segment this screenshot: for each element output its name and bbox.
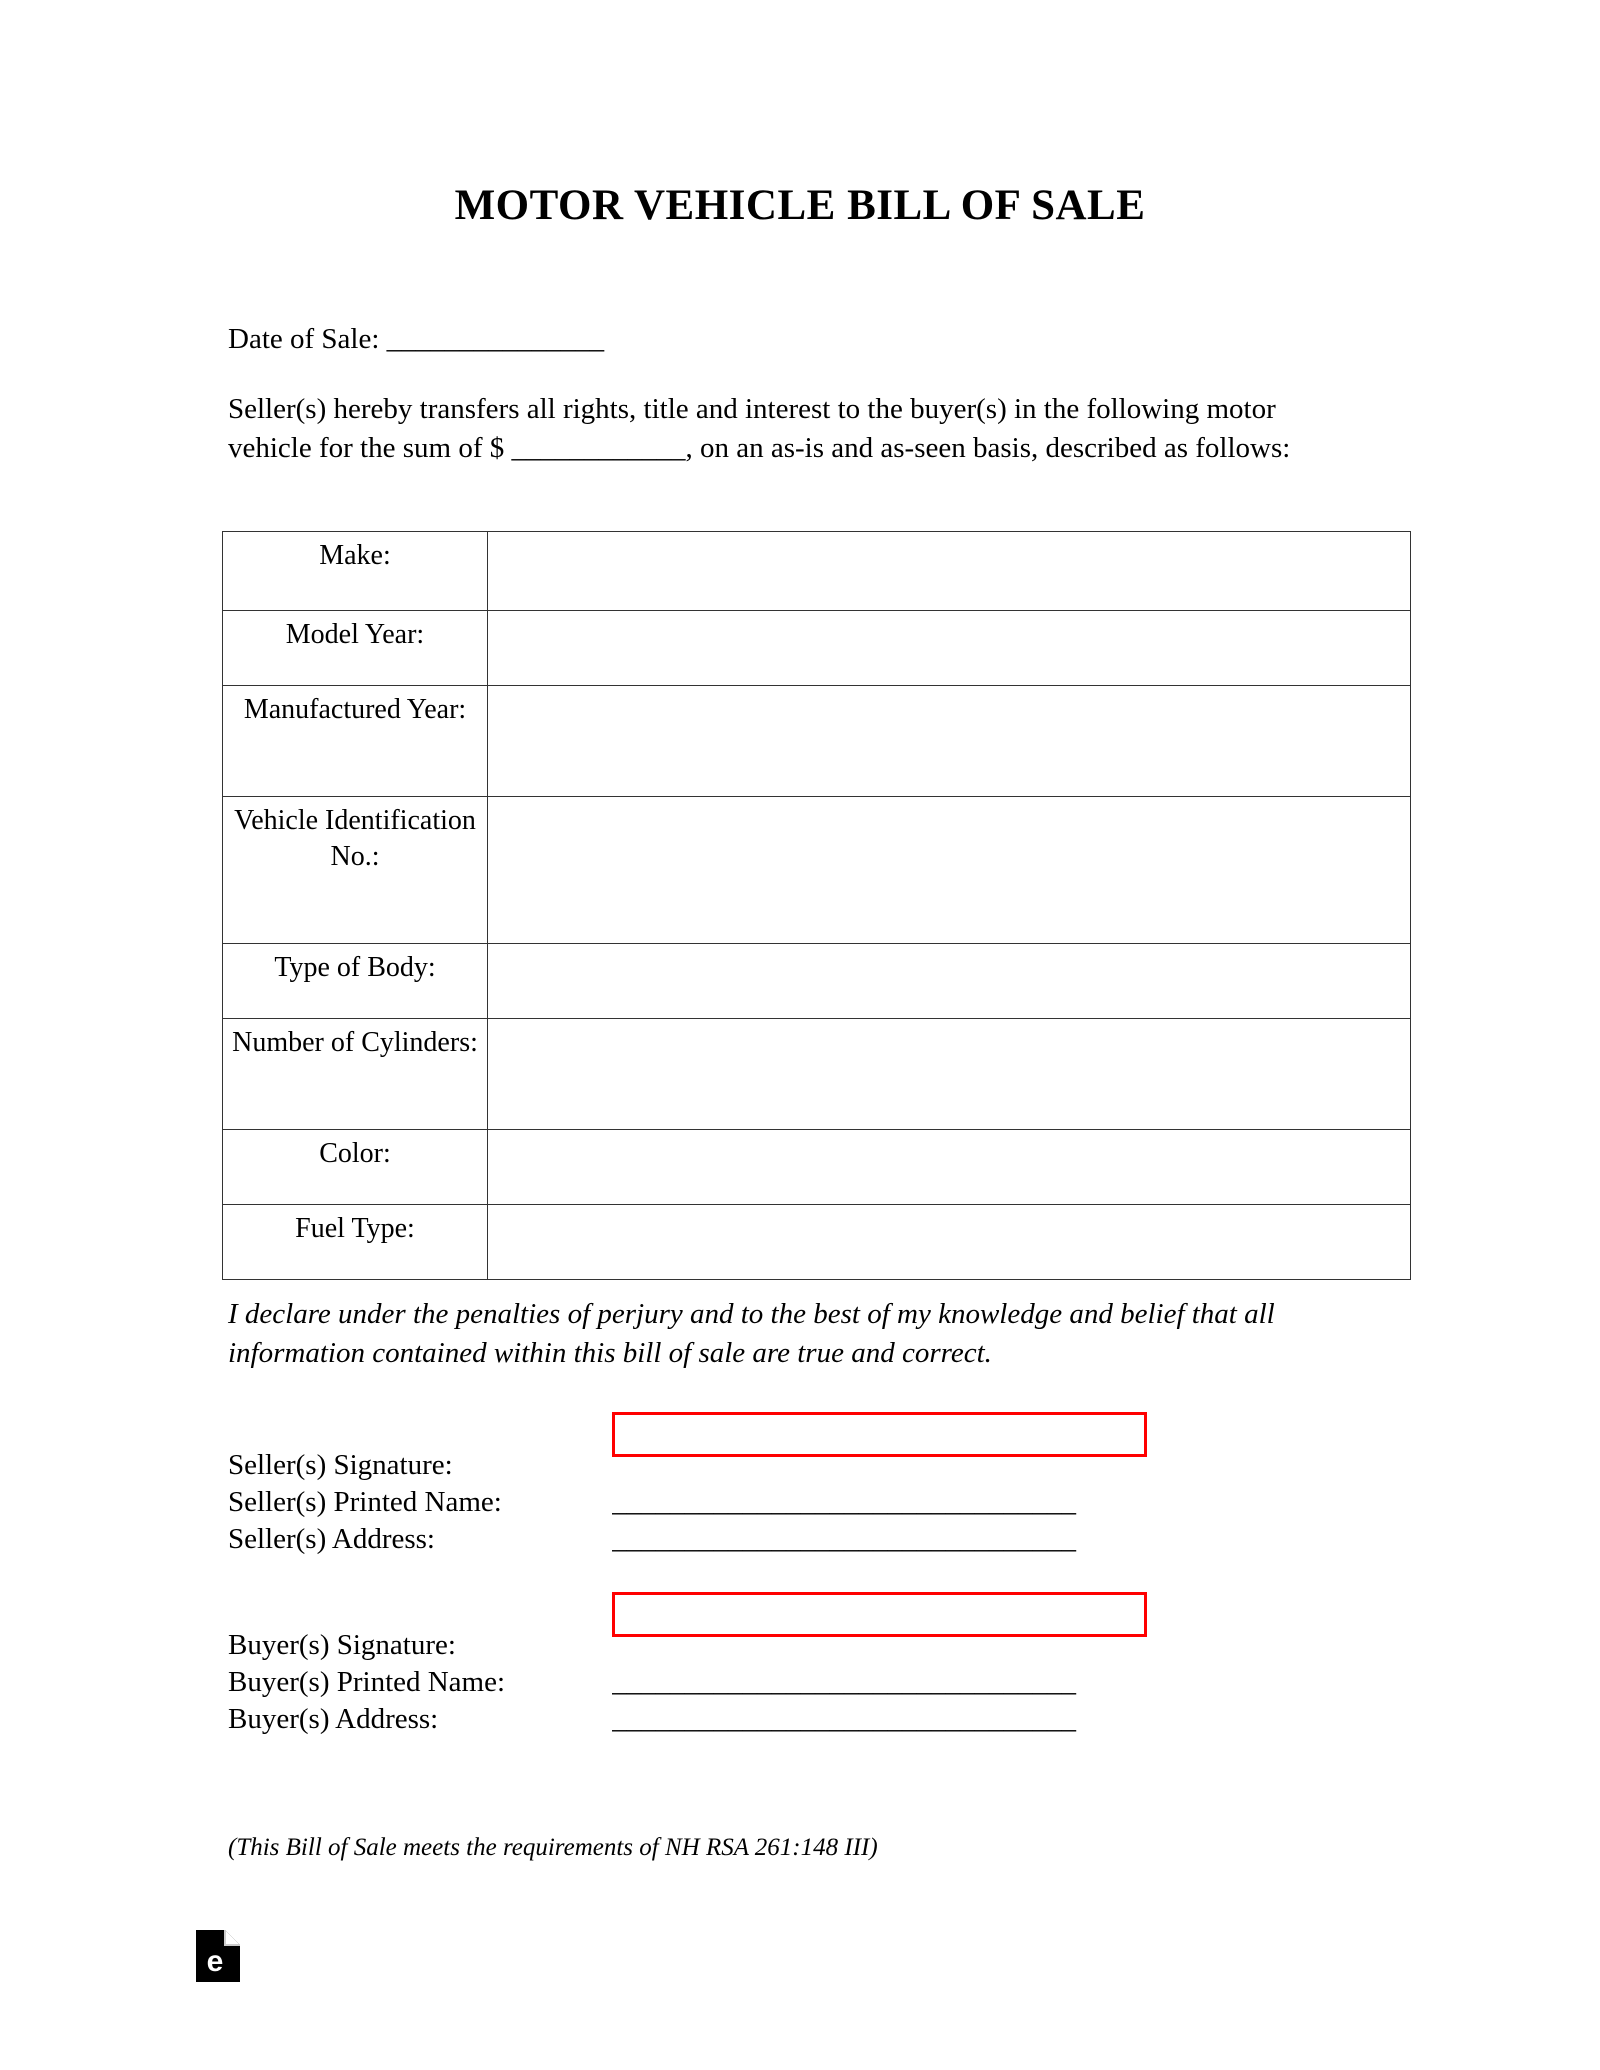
table-row xyxy=(223,686,1411,797)
table-row xyxy=(223,1019,1411,1130)
date-of-sale-row xyxy=(228,320,604,359)
statutory-reference-note: (This Bill of Sale meets the requirements of NH RSA 261:148 III) xyxy=(228,1834,878,1861)
table-row xyxy=(223,944,1411,1019)
row-label-manufactured-year: Manufactured Year: xyxy=(223,686,488,797)
buyer-printed-name-label: Buyer(s) Printed Name: xyxy=(228,1666,506,1698)
row-value-color[interactable] xyxy=(488,1130,1411,1205)
buyer-printed-name-row xyxy=(228,1664,1378,1701)
date-of-sale-blank[interactable]: _______________ xyxy=(386,323,605,355)
svg-text:e: e xyxy=(206,1945,224,1978)
seller-address-row xyxy=(228,1521,1378,1558)
perjury-declaration: I declare under the penalties of perjury and to the best of my knowledge and belief that all information contained within this bill of sale are true and correct. xyxy=(228,1298,1275,1369)
row-label-fuel-type: Fuel Type: xyxy=(223,1205,488,1280)
buyer-signature-row xyxy=(228,1627,1378,1664)
row-label-color: Color: xyxy=(223,1130,488,1205)
table-row xyxy=(223,611,1411,686)
seller-address-label: Seller(s) Address: xyxy=(228,1523,435,1555)
row-label-number-of-cylinders: Number of Cylinders: xyxy=(223,1019,488,1130)
transfer-statement xyxy=(228,390,1358,467)
row-label-make: Make: xyxy=(223,532,488,611)
row-value-model-year[interactable] xyxy=(488,611,1411,686)
seller-signature-row xyxy=(228,1447,1378,1484)
table-row xyxy=(223,1205,1411,1280)
seller-printed-name-row xyxy=(228,1484,1378,1521)
transfer-statement-part-1: Seller(s) hereby transfers all rights, title and interest to the buyer(s) in the following motor vehicle for the sum of $ xyxy=(228,393,1276,464)
buyer-signature-field[interactable] xyxy=(612,1592,1147,1637)
seller-signature-label: Seller(s) Signature: xyxy=(228,1449,453,1481)
table-row xyxy=(223,532,1411,611)
buyer-address-label: Buyer(s) Address: xyxy=(228,1703,439,1735)
row-label-vin: Vehicle Identification No.: xyxy=(223,797,488,944)
vehicle-details-table xyxy=(222,531,1411,1280)
seller-printed-name-field[interactable]: ________________________________ xyxy=(612,1486,1076,1518)
buyer-address-row xyxy=(228,1701,1378,1738)
sale-amount-blank[interactable]: ____________ xyxy=(511,431,686,464)
transfer-statement-part-2: , on an as-is and as-seen basis, described as follows: xyxy=(685,431,1291,464)
page-title: MOTOR VEHICLE BILL OF SALE xyxy=(454,182,1146,229)
row-label-model-year: Model Year: xyxy=(223,611,488,686)
seller-signature-block xyxy=(228,1447,1378,1558)
buyer-printed-name-field[interactable]: ________________________________ xyxy=(612,1666,1076,1698)
buyer-address-field[interactable]: ________________________________ xyxy=(612,1703,1076,1735)
document-page-icon xyxy=(196,1930,240,1982)
buyer-signature-block xyxy=(228,1627,1378,1738)
eforms-logo xyxy=(196,1930,240,1982)
seller-address-field[interactable]: ________________________________ xyxy=(612,1523,1076,1555)
date-of-sale-label: Date of Sale: xyxy=(228,323,380,355)
row-label-type-of-body: Type of Body: xyxy=(223,944,488,1019)
row-value-number-of-cylinders[interactable] xyxy=(488,1019,1411,1130)
buyer-signature-label: Buyer(s) Signature: xyxy=(228,1629,456,1661)
row-value-manufactured-year[interactable] xyxy=(488,686,1411,797)
seller-signature-field[interactable] xyxy=(612,1412,1147,1457)
row-value-vin[interactable] xyxy=(488,797,1411,944)
table-row xyxy=(223,797,1411,944)
row-value-fuel-type[interactable] xyxy=(488,1205,1411,1280)
row-value-type-of-body[interactable] xyxy=(488,944,1411,1019)
row-value-make[interactable] xyxy=(488,532,1411,611)
table-row xyxy=(223,1130,1411,1205)
seller-printed-name-label: Seller(s) Printed Name: xyxy=(228,1486,502,1518)
